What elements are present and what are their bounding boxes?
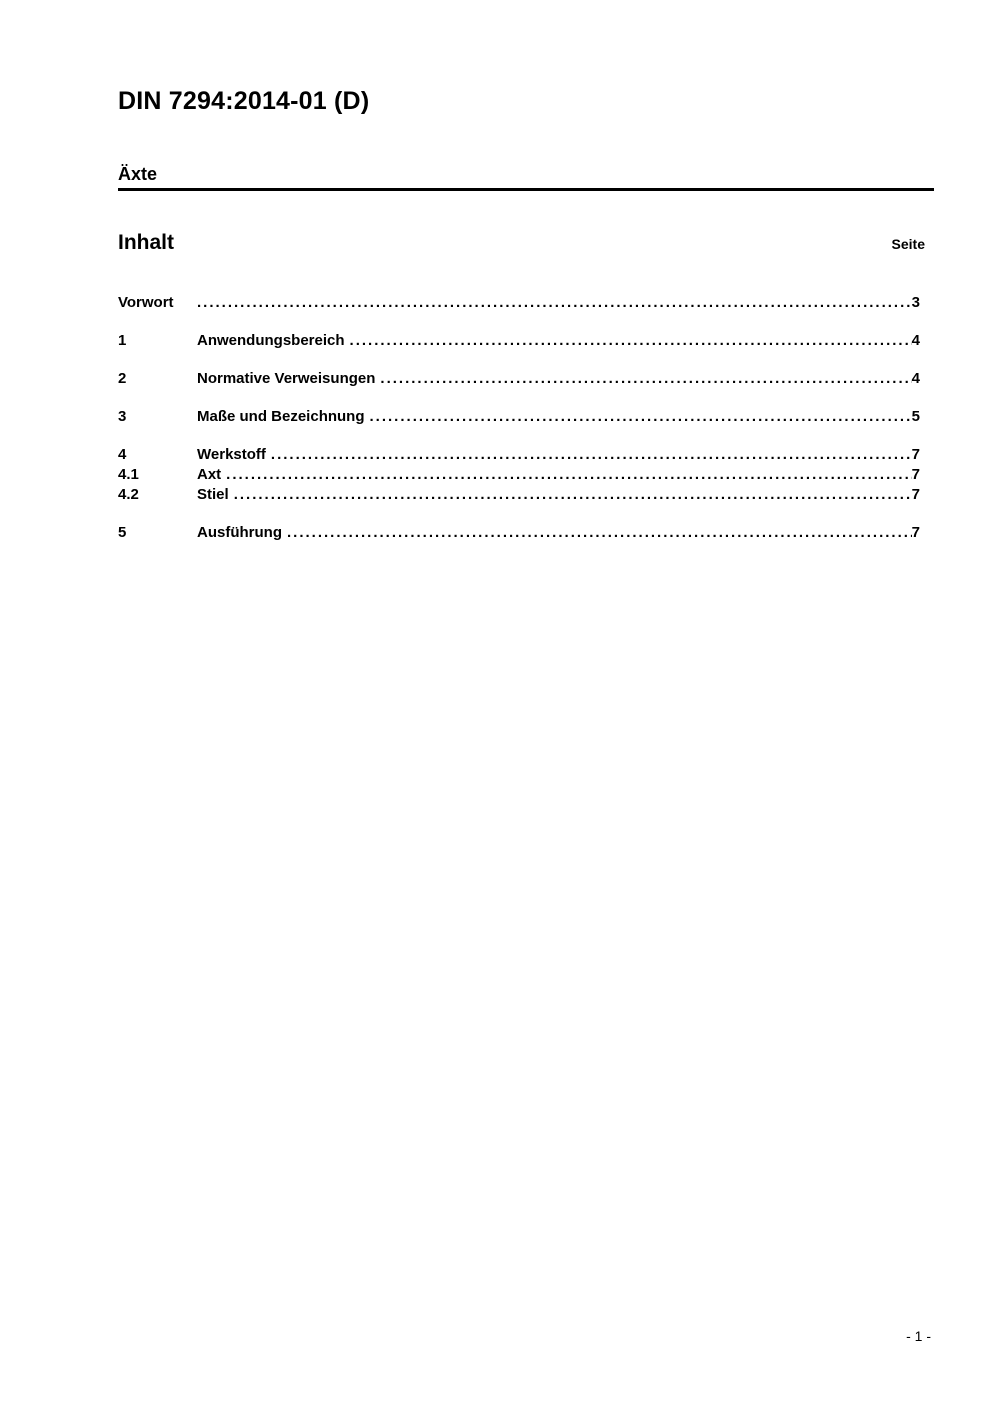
toc-entry-page: 4: [911, 332, 920, 349]
toc-entry-2: [118, 369, 934, 388]
toc-entry-page: 5: [911, 408, 920, 425]
toc-entry-4-2: [118, 485, 934, 504]
toc-entry-label: Normative Verweisungen: [197, 370, 376, 387]
toc-leader-dots: [234, 485, 912, 504]
toc-entry-page: 7: [911, 466, 920, 483]
toc-entry-number: 1: [118, 332, 127, 349]
toc-entry-4-1: [118, 465, 934, 484]
toc-entry-page: 4: [911, 370, 920, 387]
toc-heading: Inhalt: [118, 231, 174, 254]
toc-entry-5: [118, 523, 934, 542]
toc-entry-3: [118, 407, 934, 426]
toc-entry-page: 7: [911, 446, 920, 463]
toc-entry-vorwort: [118, 293, 934, 312]
toc-entry-1: [118, 331, 934, 350]
toc-entry-label: Anwendungsbereich: [197, 332, 345, 349]
toc-entry-number: 2: [118, 370, 127, 387]
toc-entry-label: Ausführung: [197, 524, 282, 541]
table-of-contents: [118, 293, 934, 542]
toc-entry-label: Werkstoff: [197, 446, 266, 463]
page-column-label: Seite: [891, 236, 925, 252]
toc-entry-number: 4.2: [118, 486, 139, 503]
toc-leader-dots: [271, 445, 912, 464]
toc-entry-label: Axt: [197, 466, 222, 483]
toc-entry-number: 4.1: [118, 466, 139, 483]
toc-leader-dots: [380, 369, 911, 388]
toc-leader-dots: [370, 407, 912, 426]
toc-entry-number: 3: [118, 408, 127, 425]
toc-entry-label: Maße und Bezeichnung: [197, 408, 365, 425]
document-subtitle: Äxte: [118, 163, 934, 191]
toc-entry-label: Stiel: [197, 486, 229, 503]
toc-entry-number: 5: [118, 524, 127, 541]
toc-header: [118, 230, 934, 255]
toc-leader-dots: [287, 523, 912, 542]
document-title: DIN 7294:2014-01 (D): [118, 87, 370, 115]
toc-leader-dots: [350, 331, 912, 350]
toc-entry-page: 3: [911, 294, 920, 311]
toc-entry-page: 7: [911, 524, 920, 541]
footer-page-number: - 1 -: [906, 1328, 931, 1344]
toc-leader-dots: [226, 465, 911, 484]
toc-entry-page: 7: [911, 486, 920, 503]
toc-entry-number: 4: [118, 446, 127, 463]
toc-entry-4: [118, 445, 934, 464]
toc-leader-dots: [197, 293, 912, 312]
toc-entry-number: Vorwort: [118, 294, 174, 311]
page-content: [118, 0, 934, 542]
